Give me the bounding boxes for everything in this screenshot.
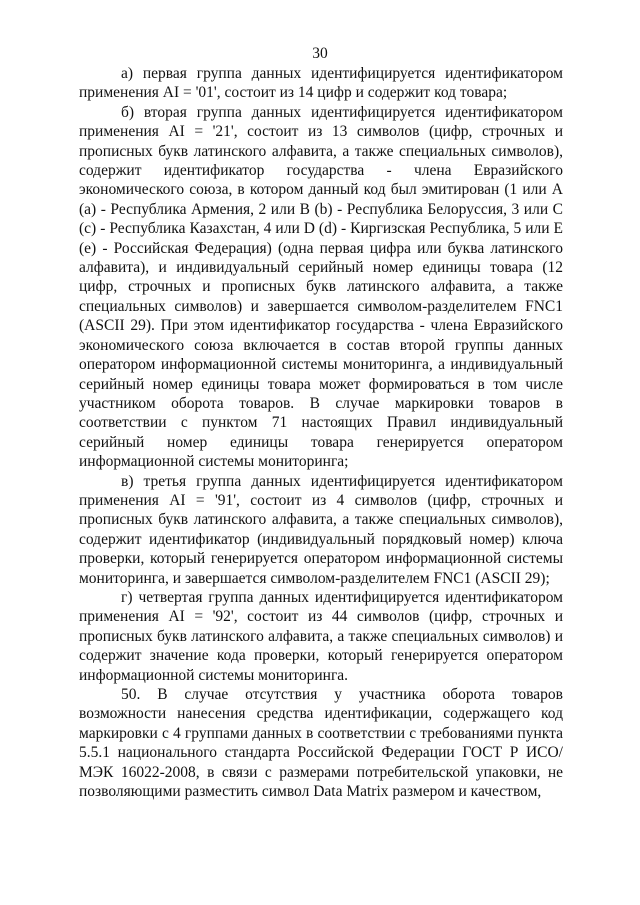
paragraph-50: 50. В случае отсутствия у участника оборота товаров возможности нанесения средства идентификации, содержащего код маркировки с 4 группами данных в соответствии с требованиями пункта 5.5.1 национального стандарта Российской Федерации ГОСТ Р ИСО/МЭК 16022-2008, в связи с размерами потребительской упаковки, не позволяющими разместить символ Data Matrix размером и качеством, (79, 686, 563, 801)
paragraph-a: а) первая группа данных идентифицируется идентификатором применения AI = '01', состоит из 14 цифр и содержит код товара; (79, 65, 563, 102)
page-number: 30 (312, 45, 328, 62)
document-body (79, 64, 563, 801)
paragraph-v: в) третья группа данных идентифицируется идентификатором применения AI = '91', состоит из 4 символов (цифр, строчных и прописных букв латинского алфавита, а также специальных символов), содержит идентификатор (индивидуальный порядковый номер) ключа проверки, который генерируется оператором информационной системы мониторинга, и завершается символом-разделителем FNC1 (ASCII 29); (79, 472, 563, 587)
paragraph-g: г) четвертая группа данных идентифицируется идентификатором применения AI = '92', состоит из 44 символов (цифр, строчных и прописных букв латинского алфавита, а также специальных символов) и содержит значение кода проверки, который генерируется оператором информационной системы мониторинга. (79, 588, 563, 684)
paragraph-b: б) вторая группа данных идентифицируется идентификатором применения AI = '21', состоит из 13 символов (цифр, строчных и прописных букв латинского алфавита, а также специальных символов), содержит идентификатор государства - члена Евразийского экономического союза, в котором данный код был эмитирован (1 или A (a) - Республика Армения, 2 или B (b) - Республика Белоруссия, 3 или C (c) - Республика Казахстан, 4 или D (d) - Киргизская Республика, 5 или E (e) - Российская Федерация) (одна первая цифра или буква латинского алфавита), и индивидуальный серийный номер единицы товара (12 цифр, строчных и прописных букв латинского алфавита, а также специальных символов) и завершается символом-разделителем FNC1 (ASCII 29). При этом идентификатор государства - члена Евразийского экономического союза включается в состав второй группы данных оператором информационной системы мониторинга, а индивидуальный серийный номер единицы товара может формироваться в том числе участником оборота товаров. В случае маркировки товаров в соответствии с пунктом 71 настоящих Правил индивидуальный серийный номер единицы товара генерируется оператором информационной системы мониторинга; (79, 103, 563, 471)
